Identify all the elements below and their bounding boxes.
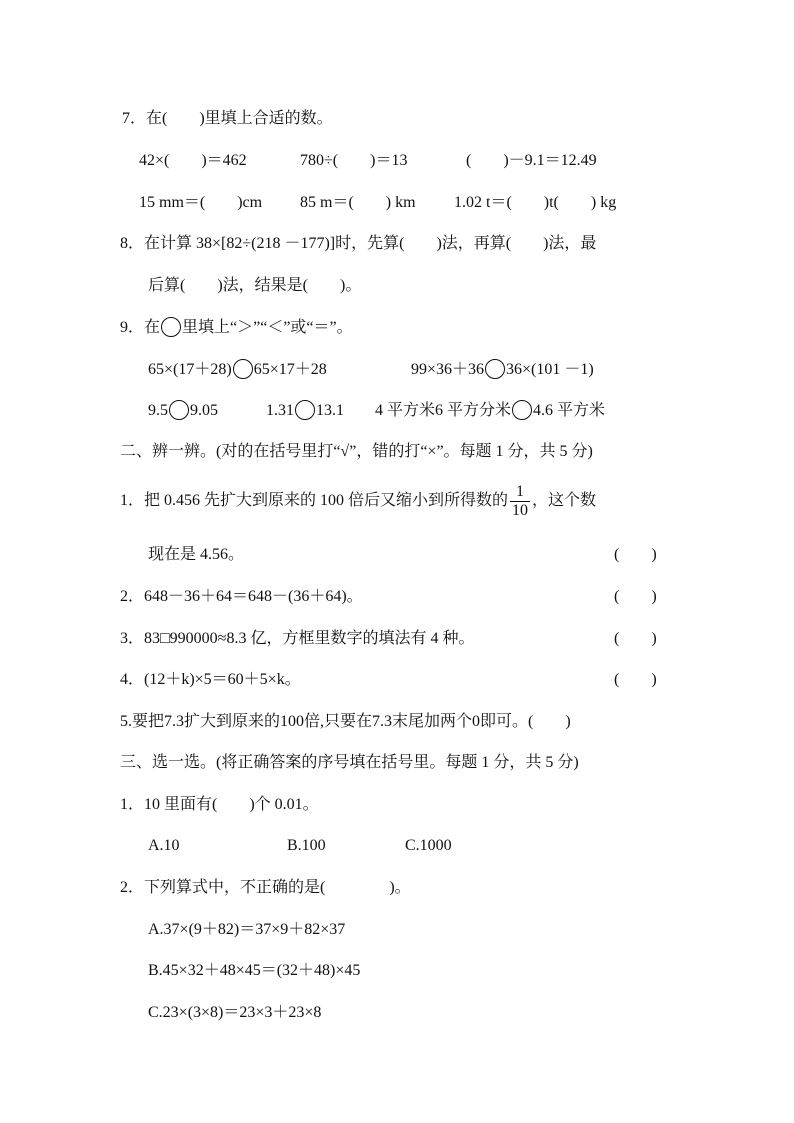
q9-title-pre: 9．在 bbox=[120, 319, 161, 336]
q9-title-post: 里填上“＞”“＜”或“＝”。 bbox=[182, 319, 353, 336]
q8-line1: 8．在计算 38×[82÷(218 －177)]时，先算( )法，再算( )法，最 bbox=[120, 235, 597, 252]
q7-item: 15 mm＝( )cm bbox=[139, 194, 263, 211]
q9-item bbox=[148, 400, 218, 421]
q9-item bbox=[148, 359, 327, 380]
answer-paren[interactable]: ( ) bbox=[614, 546, 657, 563]
answer-paren[interactable]: ( ) bbox=[614, 588, 657, 605]
answer-paren[interactable]: ( ) bbox=[614, 671, 657, 688]
q7-item: 780÷( )＝13 bbox=[300, 152, 408, 169]
s3-q2-option[interactable]: C.23×(3×8)＝23×3＋23×8 bbox=[148, 1004, 322, 1021]
q7-item: ( )－9.1＝12.49 bbox=[466, 152, 597, 169]
s3-q2-option[interactable]: B.45×32＋48×45＝(32＋48)×45 bbox=[148, 962, 361, 979]
section3-heading: 三、选一选。(将正确答案的序号填在括号里。每题 1 分，共 5 分) bbox=[120, 754, 579, 771]
s2-q5: 5.要把7.3扩大到原来的100倍,只要在7.3末尾加两个0即可。( ) bbox=[120, 713, 571, 730]
s3-q2-option[interactable]: A.37×(9＋82)＝37×9＋82×37 bbox=[148, 921, 346, 938]
s3-q1-option[interactable]: A.10 bbox=[148, 837, 180, 854]
q9-right-expr: 65×17＋28 bbox=[253, 361, 327, 378]
q9-right-expr: 9.05 bbox=[190, 402, 218, 419]
answer-paren[interactable]: ( ) bbox=[614, 630, 657, 647]
fraction bbox=[510, 483, 530, 520]
q9-left-expr: 1.31 bbox=[266, 402, 294, 419]
s2-q4: 4．(12＋k)×5＝60＋5×k。 bbox=[120, 671, 301, 688]
q9-left-expr: 4 平方米6 平方分米 bbox=[375, 402, 512, 419]
answer-circle[interactable] bbox=[169, 400, 189, 420]
s3-q1-option[interactable]: C.1000 bbox=[405, 837, 452, 854]
q8-line2: 后算( )法，结果是( )。 bbox=[148, 277, 362, 294]
q9-item bbox=[411, 359, 594, 380]
q9-left-expr: 65×(17＋28) bbox=[148, 361, 232, 378]
s2-q1-text-end: ，这个数 bbox=[532, 492, 597, 509]
q9-item bbox=[266, 400, 344, 421]
q7-item: 85 m＝( ) km bbox=[300, 194, 416, 211]
answer-circle[interactable] bbox=[233, 359, 253, 379]
q9-left-expr: 9.5 bbox=[148, 402, 168, 419]
q9-right-expr: 36×(101 －1) bbox=[506, 361, 594, 378]
s3-q1-option[interactable]: B.100 bbox=[287, 837, 326, 854]
answer-circle[interactable] bbox=[161, 317, 181, 337]
fraction-numerator: 1 bbox=[510, 483, 530, 502]
q7-item: 1.02 t＝( )t( ) kg bbox=[454, 194, 617, 211]
section2-heading: 二、辨一辨。(对的在括号里打“√”，错的打“×”。每题 1 分，共 5 分) bbox=[120, 443, 593, 460]
q9-item bbox=[375, 400, 605, 421]
answer-circle[interactable] bbox=[295, 400, 315, 420]
s2-q2: 2．648－36＋64＝648－(36＋64)。 bbox=[120, 588, 363, 605]
s2-q1-text: 1．把 0.456 先扩大到原来的 100 倍后又缩小到所得数的 bbox=[120, 492, 509, 509]
s2-q1-line1 bbox=[120, 482, 596, 520]
q7-item: 42×( )＝462 bbox=[139, 152, 247, 169]
q9-right-expr: 13.1 bbox=[316, 402, 344, 419]
fraction-denominator: 10 bbox=[512, 501, 529, 519]
answer-circle[interactable] bbox=[485, 359, 505, 379]
q9-right-expr: 4.6 平方米 bbox=[533, 402, 606, 419]
q9-title bbox=[120, 317, 353, 338]
s3-q2: 2．下列算式中，不正确的是( )。 bbox=[120, 879, 411, 896]
s3-q1: 1．10 里面有( )个 0.01。 bbox=[120, 796, 319, 813]
s2-q1-line2: 现在是 4.56。 bbox=[148, 546, 245, 563]
answer-circle[interactable] bbox=[512, 400, 532, 420]
s2-q3: 3．83□990000≈8.3 亿，方框里数字的填法有 4 种。 bbox=[120, 630, 475, 647]
q9-left-expr: 99×36＋36 bbox=[411, 361, 485, 378]
q7-title: 7．在( )里填上合适的数。 bbox=[122, 110, 333, 127]
